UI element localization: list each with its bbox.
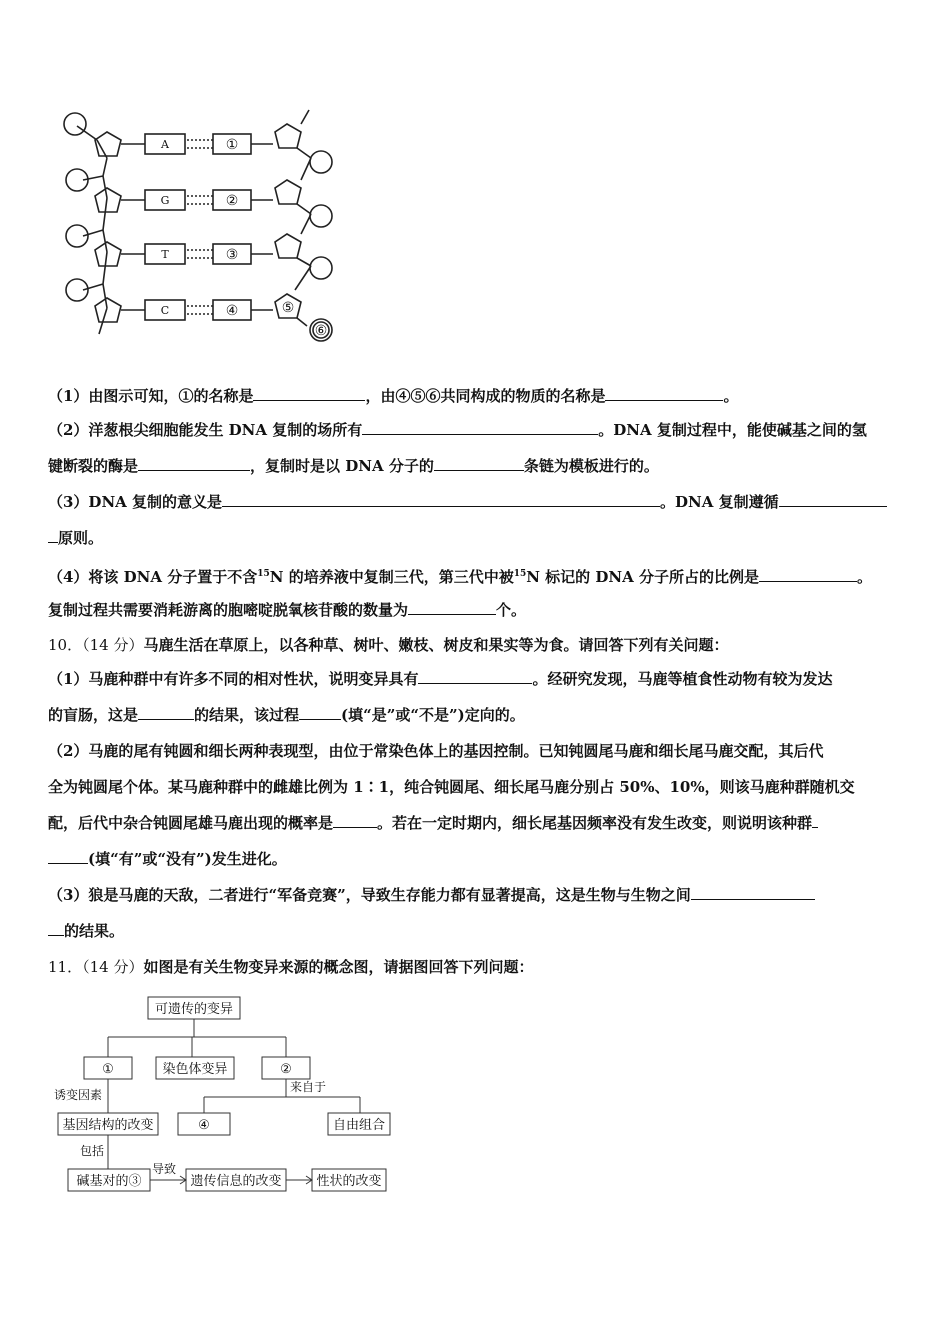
concept-box-free-combination: 自由组合 <box>332 1118 386 1133</box>
q9-part2-cont: 键断裂的酶是 ，复制时是以 DNA 分子的 条链为模板进行的。 <box>48 457 659 475</box>
q10-part2-line4: (填“有”或“没有”)发生进化。 <box>48 849 287 869</box>
concept-box-genetic-info: 遗传信息的改变 <box>190 1174 282 1189</box>
q10-part2-line2: 全为钝圆尾个体。某马鹿种群中的雌雄比例为 1∶1，纯合钝圆尾、细长尾马鹿分别占 50%、10%，则该马鹿种群随机交 <box>48 778 855 796</box>
paired-base-label: ② <box>225 193 239 209</box>
variation-concept-map <box>50 993 400 1198</box>
concept-box-gene-structure: 基因结构的改变 <box>62 1118 154 1133</box>
q11-title: 11．（14 分）如图是有关生物变异来源的概念图，请据图回答下列问题： <box>48 958 534 976</box>
q10-part1-cont: 的盲肠，这是 的结果，该过程 (填“是”或“不是”)定向的。 <box>48 706 525 724</box>
label-mutagen: 诱变因素 <box>54 1088 103 1102</box>
base-label: C <box>160 304 170 317</box>
q10-title: 10．（14 分）马鹿生活在草原上，以各种草、树叶、嫩枝、树皮和果实等为食。请回答下列有关问题： <box>48 636 729 654</box>
q9-part3: （3）DNA 复制的意义是 。DNA 复制遵循 <box>48 492 887 512</box>
label-lead: 导致 <box>152 1162 177 1176</box>
label-from: 来自于 <box>290 1080 327 1094</box>
q10-part2-line3: 配，后代中杂合钝圆尾雄马鹿出现的概率是 。若在一定时期内，细长尾基因频率没有发生改变，则说明该种群 <box>48 813 818 833</box>
base-label: A <box>161 138 169 151</box>
concept-box-base-pair: 碱基对的③ <box>76 1174 142 1189</box>
q10-part1: （1）马鹿种群中有许多不同的相对性状，说明变异具有 。经研究发现，马鹿等植食性动物有较为发达 <box>48 670 833 688</box>
q10-part3: （3）狼是马鹿的天敌，二者进行“军备竞赛”，导致生存能力都有显著提高，这是生物与生物之间 <box>48 885 815 905</box>
q9-part4: （4）将该 DNA 分子置于不含$^{15}$N 的培养液中复制三代，第三代中被$^{15}$N 标记的 DNA 分子所占的比例是 。 <box>48 568 873 586</box>
label-include: 包括 <box>80 1144 105 1158</box>
paired-base-label: ① <box>225 137 239 153</box>
concept-box-chromosome: 染色体变异 <box>162 1062 228 1077</box>
concept-box-trait: 性状的改变 <box>316 1174 382 1189</box>
base-label: G <box>160 194 170 207</box>
concept-box-4: ④ <box>198 1118 210 1133</box>
q10-part3-cont: 的结果。 <box>48 921 124 941</box>
q9-part2: （2）洋葱根尖细胞能发生 DNA 复制的场所有 。DNA 复制过程中，能使碱基之间的氢 <box>48 421 867 439</box>
dna-structure-figure <box>55 102 350 352</box>
paired-base-label: ④ <box>225 303 239 319</box>
q9-part1: （1）由图示可知，①的名称是 ，由④⑤⑥共同构成的物质的名称是 。 <box>48 387 739 405</box>
concept-top: 可遗传的变异 <box>154 1002 234 1017</box>
q9-part3-cont: 原则。 <box>48 528 103 548</box>
q10-part2: （2）马鹿的尾有钝圆和细长两种表现型，由位于常染色体上的基因控制。已知钝圆尾马鹿和细长尾马鹿交配，其后代 <box>48 742 824 760</box>
q9-part4-cont: 复制过程共需要消耗游离的胞嘧啶脱氧核苷酸的数量为 个。 <box>48 601 527 619</box>
phosphate-label: ⑥ <box>314 323 328 339</box>
sugar-label: ⑤ <box>281 300 295 316</box>
base-label: T <box>161 248 169 261</box>
concept-box-2: ② <box>280 1062 292 1077</box>
paired-base-label: ③ <box>225 247 239 263</box>
concept-box-1: ① <box>102 1062 114 1077</box>
